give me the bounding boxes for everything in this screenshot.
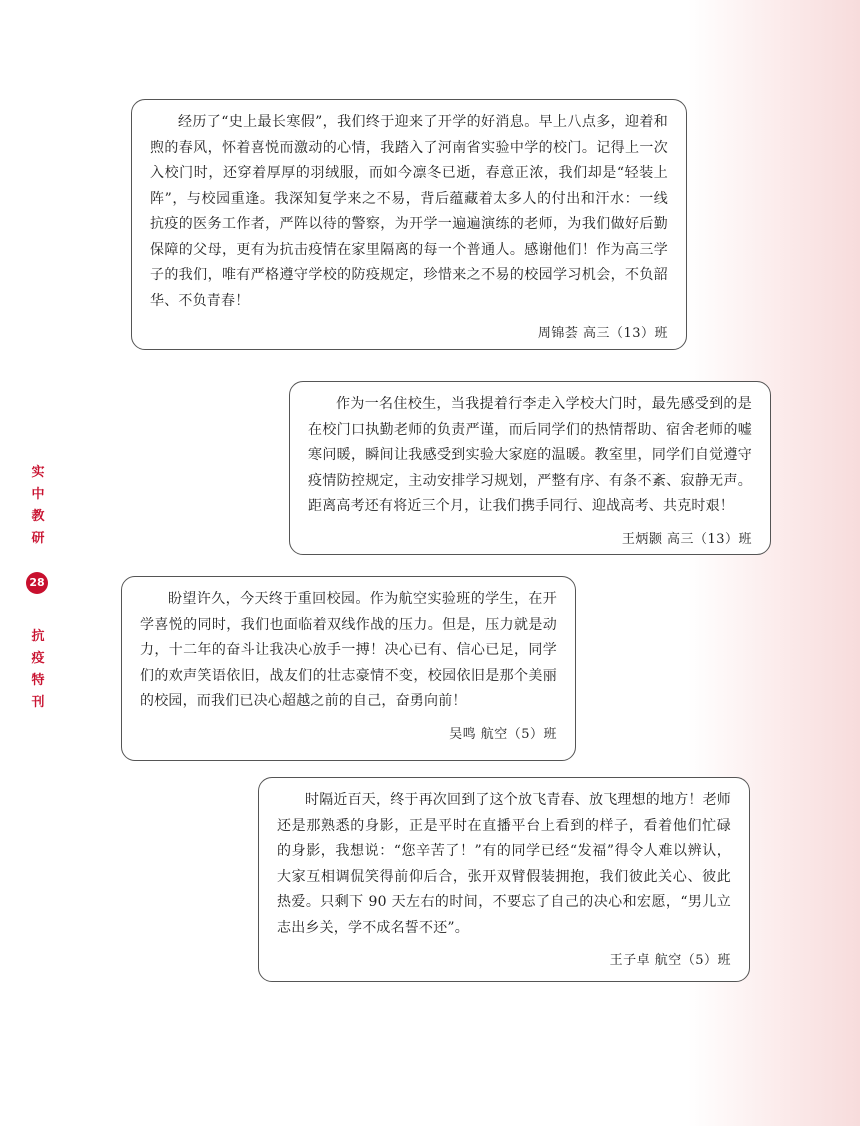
sidebar-char: 实 <box>31 465 45 480</box>
sidebar-char: 刊 <box>31 695 45 710</box>
testimonial-text: 时隔近百天，终于再次回到了这个放飞青春、放飞理想的地方！老师还是那熟悉的身影，正是平时在直播平台上看到的样子，看着他们忙碌的身影，我想说：“您辛苦了！”有的同学已经“发福”得令人难以辨认，大家互相调侃笑得前仰后合，张开双臂假装拥抱，我们彼此关心、彼此热爱。只剩下 90 天左右的时间，不要忘了自己的决心和宏愿，“男儿立志出乡关，学不成名誓不还”。 <box>277 792 731 936</box>
testimonial-text: 作为一名住校生，当我提着行李走入学校大门时，最先感受到的是在校门口执勤老师的负责严谨，而后同学们的热情帮助、宿舍老师的嘘寒问暖，瞬间让我感受到实验大家庭的温暖。教室里，同学们自觉遵守疫情防控规定，主动安排学习规划，严整有序、有条不紊、寂静无声。距离高考还有将近三个月，让我们携手同行、迎战高考、共克时艰！ <box>308 396 752 514</box>
testimonial-signature: 王炳颢 高三（13）班 <box>621 531 752 547</box>
testimonial-text: 盼望许久，今天终于重回校园。作为航空实验班的学生，在开学喜悦的同时，我们也面临着双线作战的压力。但是，压力就是动力，十二年的奋斗让我决心放手一搏！决心已有、信心已足，同学们的欢声笑语依旧，战友们的壮志豪情不变，校园依旧是那个美丽的校园，而我们已决心超越之前的自己，奋勇向前！ <box>140 591 557 709</box>
sidebar-journal-name <box>20 462 56 550</box>
testimonial-text: 经历了“史上最长寒假”，我们终于迎来了开学的好消息。早上八点多，迎着和煦的春风，怀着喜悦而激动的心情，我踏入了河南省实验中学的校门。记得上一次入校门时，还穿着厚厚的羽绒服，而如今凛冬已逝，春意正浓，我们却是“轻装上阵”，与校园重逢。我深知复学来之不易，背后蕴藏着太多人的付出和汗水：一线抗疫的医务工作者，严阵以待的警察，为开学一遍遍演练的老师，为我们做好后勤保障的父母，更有为抗击疫情在家里隔离的每一个普通人。感谢他们！作为高三学子的我们，唯有严格遵守学校的防疫规定，珍惜来之不易的校园学习机会，不负韶华、不负青春！ <box>150 114 668 309</box>
page-number: 28 <box>26 572 48 594</box>
testimonial-card <box>131 99 687 350</box>
sidebar-section-name <box>20 626 56 714</box>
sidebar-char: 特 <box>31 673 45 688</box>
testimonial-signature: 周锦荟 高三（13）班 <box>537 326 668 341</box>
sidebar-char: 疫 <box>31 651 45 666</box>
testimonial-signature: 吴鸣 航空（5）班 <box>449 726 557 742</box>
sidebar-char: 教 <box>31 509 45 524</box>
sidebar-char: 研 <box>31 531 45 546</box>
testimonial-card <box>121 576 576 761</box>
testimonial-card <box>289 381 771 555</box>
sidebar-char: 中 <box>31 487 45 502</box>
sidebar-char: 抗 <box>31 629 45 644</box>
testimonial-signature: 王子卓 航空（5）班 <box>609 953 731 968</box>
testimonial-card <box>258 777 750 982</box>
